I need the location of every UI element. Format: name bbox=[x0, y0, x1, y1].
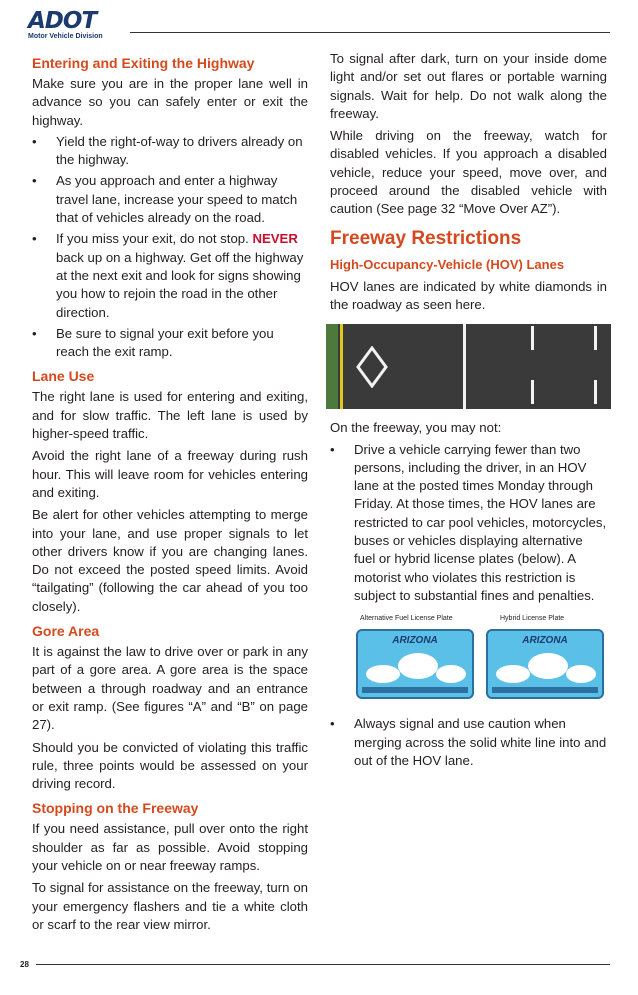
plate-state: ARIZONA bbox=[392, 635, 438, 647]
hov-lane-image bbox=[326, 324, 611, 409]
lane-dash bbox=[594, 380, 597, 404]
bullet-text: Drive a vehicle carrying fewer than two persons, including the driver, in an HOV lane at the posted times Monday through Friday. At those times, the HOV lanes are restricted to car pool vehicles, motorcycles, buses or vehicles displaying alternative fuel or hybrid license plates (below). A motorist who violates this restriction is subject to substantial fines and penalties. bbox=[354, 441, 607, 603]
list-item bbox=[330, 715, 607, 770]
right-column bbox=[330, 50, 607, 770]
yellow-edge-line bbox=[340, 324, 343, 409]
lane-dash bbox=[531, 380, 534, 404]
list-item bbox=[32, 230, 308, 321]
header-rule bbox=[130, 32, 610, 33]
may-not-intro: On the freeway, you may not: bbox=[330, 420, 502, 436]
left-column bbox=[32, 50, 308, 934]
entering-intro: Make sure you are in the proper lane well in advance so you can safely enter or exit the highway. bbox=[32, 76, 308, 128]
gore-paragraph: Should you be convicted of violating this traffic rule, three points would be assessed on your driving record. bbox=[32, 739, 308, 792]
bullet-icon: • bbox=[32, 133, 37, 149]
plate-cloud bbox=[528, 653, 568, 679]
plate-cloud bbox=[436, 665, 466, 683]
logo-mark bbox=[28, 10, 118, 32]
plate-bar bbox=[362, 687, 468, 693]
heading-gore-area: Gore Area bbox=[32, 623, 100, 640]
disabled-vehicle-paragraph: While driving on the freeway, watch for disabled vehicles. If you approach a disabled vehicle, reduce your speed, move over, and proceed around the disabled vehicle with caution (See page 32 “Move Over AZ”). bbox=[330, 128, 607, 217]
adot-logo bbox=[28, 10, 118, 44]
list-item bbox=[32, 172, 308, 227]
bullet-text: If you miss your exit, do not stop. bbox=[56, 231, 253, 247]
bullet-icon: • bbox=[32, 231, 37, 247]
bullet-text: As you approach and enter a highway travel lane, increase your speed to match that of vehicles already on the road. bbox=[56, 173, 298, 226]
hybrid-plate-image bbox=[486, 629, 604, 699]
lane-use-paragraph: Be alert for other vehicles attempting to merge into your lane, and use proper signals to let other drivers know if you are changing lanes. Do not exceed the posted speed limits. Avoid “tailgating” (following the car ahead of you too closely). bbox=[32, 507, 308, 614]
footer-rule bbox=[36, 964, 610, 965]
alt-fuel-plate-image bbox=[356, 629, 474, 699]
list-item bbox=[32, 133, 308, 170]
bullet-text: Always signal and use caution when merging across the solid white line into and out of the HOV lane. bbox=[354, 716, 607, 768]
plate-caption-hybrid: Hybrid License Plate bbox=[500, 615, 565, 623]
heading-hov-lanes: High-Occupancy-Vehicle (HOV) Lanes bbox=[330, 256, 565, 272]
restriction-bullets bbox=[330, 441, 607, 606]
license-plates bbox=[330, 615, 607, 705]
list-item bbox=[330, 441, 607, 606]
heading-entering-exiting: Entering and Exiting the Highway bbox=[32, 55, 255, 71]
bullet-icon: • bbox=[330, 716, 335, 732]
logo-text: ADOT bbox=[28, 8, 97, 34]
plate-cloud bbox=[366, 665, 400, 683]
plate-cloud bbox=[398, 653, 438, 679]
lane-use-paragraph: The right lane is used for entering and exiting, and for slow traffic. The left lane is used by higher-speed traffic. bbox=[32, 389, 308, 442]
solid-white-line bbox=[463, 324, 466, 409]
heading-lane-use: Lane Use bbox=[32, 368, 95, 385]
lane-dash bbox=[531, 326, 534, 350]
plate-cloud bbox=[496, 665, 530, 683]
gore-paragraph: It is against the law to drive over or park in any part of a gore area. A gore area is the space between a through roadway and an entrance or exit ramp. (See figures “A” and “B” on page 27). bbox=[32, 644, 308, 733]
plate-cloud bbox=[566, 665, 596, 683]
plate-bar bbox=[492, 687, 598, 693]
after-dark-paragraph: To signal after dark, turn on your inside dome light and/or set out flares or portable warning signals. Wait for help. Do not walk along the freeway. bbox=[330, 51, 607, 121]
bullet-text: back up on a highway. Get off the highway at the next exit and look for signs showing you how to rejoin the road in the other direction. bbox=[56, 249, 304, 320]
restriction-bullets bbox=[330, 715, 607, 770]
road-shoulder bbox=[326, 324, 338, 409]
heading-stopping: Stopping on the Freeway bbox=[32, 800, 199, 817]
lane-dash bbox=[594, 326, 597, 350]
plate-state: ARIZONA bbox=[522, 635, 568, 647]
hov-diamond-icon bbox=[356, 346, 388, 388]
bullet-icon: • bbox=[32, 325, 37, 341]
entering-bullets bbox=[32, 133, 308, 362]
hov-intro: HOV lanes are indicated by white diamonds in the roadway as seen here. bbox=[330, 278, 607, 312]
bullet-icon: • bbox=[330, 441, 335, 457]
page-number: 28 bbox=[20, 960, 29, 969]
plate-caption-alt-fuel: Alternative Fuel License Plate bbox=[360, 615, 453, 623]
list-item bbox=[32, 325, 308, 362]
bullet-text: Yield the right-of-way to drivers already on the highway. bbox=[56, 133, 303, 168]
heading-freeway-restrictions: Freeway Restrictions bbox=[330, 227, 522, 249]
bullet-text: Be sure to signal your exit before you reach the exit ramp. bbox=[56, 325, 274, 360]
lane-use-paragraph: Avoid the right lane of a freeway during rush hour. This will leave room for vehicles entering and exiting. bbox=[32, 448, 308, 500]
stopping-paragraph: If you need assistance, pull over onto the right shoulder as far as possible. Avoid stopping your vehicle on or near freeway ramps. bbox=[32, 821, 308, 873]
stopping-paragraph: To signal for assistance on the freeway, turn on your emergency flashers and tie a white cloth or scarf to the rear view mirror. bbox=[32, 880, 308, 932]
bullet-icon: • bbox=[32, 173, 37, 189]
division-name: Motor Vehicle Division bbox=[28, 33, 103, 40]
never-emphasis: NEVER bbox=[252, 231, 298, 247]
